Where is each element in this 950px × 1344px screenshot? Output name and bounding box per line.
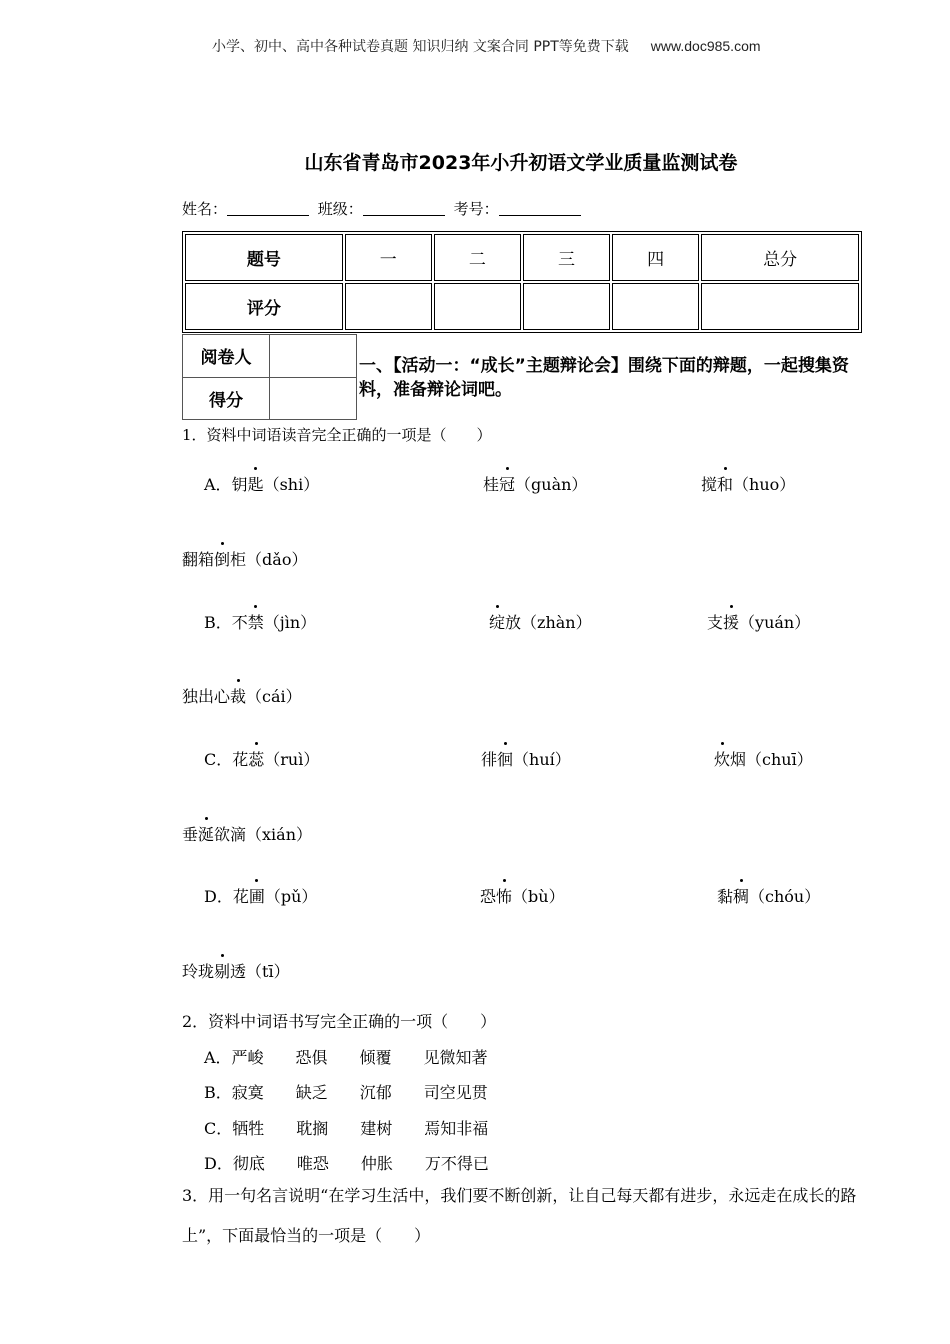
- q2-option-b[interactable]: B．寂寞 缺乏 沉郁 司空见贯: [204, 1083, 488, 1102]
- score-cell-total[interactable]: [701, 283, 859, 330]
- column-3: 三: [523, 234, 610, 281]
- q1-option-c-word-3: 炊烟（chuī）: [714, 747, 813, 770]
- score-cell-2[interactable]: [434, 283, 521, 330]
- q1-option-d[interactable]: D．花圃（pǔ）: [204, 884, 317, 907]
- q1-option-d-word-3: 黏稠（chóu）: [717, 884, 820, 907]
- header-site-link[interactable]: www.doc985.com: [650, 38, 761, 54]
- score-cell-3[interactable]: [523, 283, 610, 330]
- q2-stem: 2．资料中词语书写完全正确的一项（ ）: [182, 1012, 497, 1031]
- q1-option-b-word-4: 独出心裁（cái）: [182, 684, 302, 707]
- class-label: 班级：: [317, 200, 363, 218]
- q1-option-d-word-4: 玲珑剔透（tī）: [182, 959, 290, 982]
- q1-option-d-word-2: 恐怖（bù）: [480, 884, 565, 907]
- exam-number-label: 考号：: [453, 200, 499, 218]
- q1-option-a[interactable]: A．钥匙（shi）: [204, 472, 319, 495]
- q2-option-a[interactable]: A．严峻 恐俱 倾覆 见微知著: [204, 1048, 488, 1067]
- q1-option-a-word-3: 搅和（huo）: [701, 472, 795, 495]
- section-score-label: 得分: [183, 377, 270, 420]
- column-2: 二: [434, 234, 521, 281]
- column-1: 一: [345, 234, 432, 281]
- q1-option-b-word-3: 支援（yuán）: [707, 610, 810, 633]
- name-blank[interactable]: [227, 201, 309, 216]
- score-table-score-row: [185, 283, 859, 330]
- q2-option-c[interactable]: C．牺牲 耽搁 建树 焉知非福: [204, 1119, 489, 1138]
- score-row-label: 评分: [185, 283, 343, 330]
- reviewer-cell[interactable]: [270, 335, 357, 378]
- score-table: [182, 231, 862, 333]
- q1-option-b-word-2: 绽放（zhàn）: [489, 610, 592, 633]
- student-info: [182, 198, 585, 219]
- class-blank[interactable]: [363, 201, 445, 216]
- score-cell-4[interactable]: [612, 283, 699, 330]
- exam-title: 山东省青岛市2023年小升初语文学业质量监测试卷: [304, 152, 738, 174]
- column-total: 总分: [701, 234, 859, 281]
- q1-option-c-word-2: 徘徊（huí）: [481, 747, 571, 770]
- column-4: 四: [612, 234, 699, 281]
- q1-option-c-word-4: 垂涎欲滴（xián）: [182, 822, 312, 845]
- q1-option-c[interactable]: C．花蕊（ruì）: [204, 747, 319, 770]
- q1-option-b[interactable]: B．不禁（jìn）: [204, 610, 316, 633]
- q2-option-d[interactable]: D．彻底 唯恐 仲胀 万不得已: [204, 1154, 489, 1173]
- reviewer-table: [182, 334, 357, 420]
- section-1-title: 一、【活动一：“成长”主题辩论会】围绕下面的辩题，一起搜集资料，准备辩论词吧。: [359, 356, 849, 400]
- name-label: 姓名：: [182, 200, 228, 218]
- header-text: 小学、初中、高中各种试卷真题 知识归纳 文案合同 PPT等免费下载: [212, 39, 629, 55]
- page-header: [212, 36, 761, 56]
- exam-number-blank[interactable]: [499, 201, 581, 216]
- q1-option-a-word-2: 桂冠（guàn）: [483, 472, 587, 495]
- question-number-header: 题号: [185, 234, 343, 281]
- q1-stem: 1．资料中词语读音完全正确的一项是（ ）: [182, 426, 492, 444]
- reviewer-label: 阅卷人: [183, 335, 270, 378]
- score-cell-1[interactable]: [345, 283, 432, 330]
- section-score-cell[interactable]: [270, 377, 357, 420]
- q1-option-a-word-4: 翻箱倒柜（dǎo）: [182, 547, 307, 570]
- q3-stem: 3．用一句名言说明“在学习生活中，我们要不断创新，让自己每天都有进步，永远走在成长的路上”，下面最恰当的一项是（ ）: [182, 1186, 857, 1245]
- score-table-header-row: [185, 234, 859, 281]
